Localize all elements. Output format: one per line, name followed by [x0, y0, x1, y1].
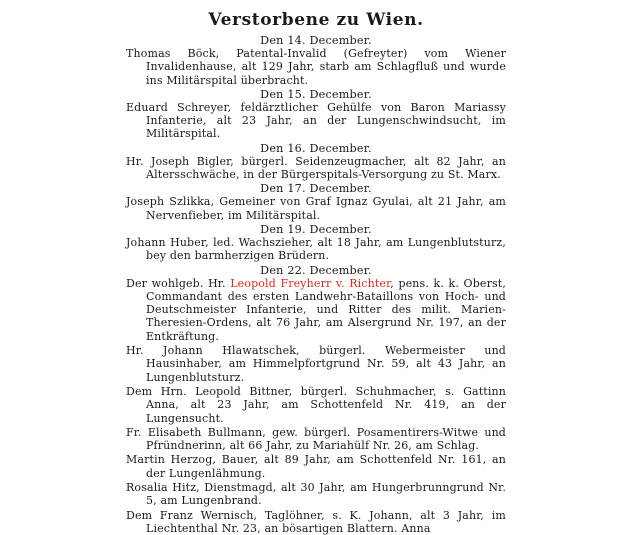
death-notice-entry-highlighted — [126, 277, 506, 343]
page-title: Verstorbene zu Wien. — [208, 10, 424, 30]
date-heading: Den 16. December. — [260, 141, 372, 155]
death-notice-entry: Hr. Joseph Bigler, bürgerl. Seidenzeugmacher, alt 82 Jahr, an Altersschwäche, in der Bürgerspitals-Versorgung zu St. Marx. — [126, 154, 506, 182]
death-notice-entry: Rosalia Hitz, Dienstmagd, alt 30 Jahr, am Hungerbrunngrund Nr. 5, am Lungenbrand. — [126, 481, 506, 508]
death-notice-entry: Joseph Szlikka, Gemeiner von Graf Ignaz Gyulai, alt 21 Jahr, am Nervenfieber, im Militärspital. — [126, 195, 506, 222]
entry-prefix: Der wohlgeb. Hr. — [126, 276, 231, 290]
death-notice-entry: Thomas Böck, Patental-Invalid (Gefreyter) vom Wiener Invalidenhause, alt 129 Jahr, starb am Schlagfluß und wurde ins Militärspital überbracht. — [126, 47, 506, 87]
death-notice-entry: Johann Huber, led. Wachszieher, alt 18 Jahr, am Lungenblutsturz, bey den barmherzigen Brüdern. — [126, 235, 506, 263]
date-heading: Den 22. December. — [260, 263, 372, 277]
death-notice-entry: Martin Herzog, Bauer, alt 89 Jahr, am Schottenfeld Nr. 161, an der Lungenlähmung. — [126, 453, 506, 480]
date-heading: Den 15. December. — [260, 87, 372, 101]
entry-rest: , pens. k. k. Oberst, Commandant des ersten Landwehr-Bataillons von Hoch- und Deutschmeister Infanterie, und Ritter des milit. Marien-Theresien-Ordens, alt 76 Jahr, am Alsergrund Nr. 197, an der Entkräftung. — [146, 276, 506, 343]
death-notice-entry: Dem Hrn. Leopold Bittner, bürgerl. Schuhmacher, s. Gattinn Anna, alt 23 Jahr, am Schottenfeld Nr. 419, an der Lungensucht. — [126, 384, 506, 425]
date-heading: Den 17. December. — [260, 182, 372, 196]
newspaper-column — [126, 8, 506, 535]
date-heading: Den 14. December. — [260, 34, 372, 47]
death-notice-entry: Hr. Johann Hlawatschek, bürgerl. Webermeister und Hausinhaber, am Himmelpfortgrund Nr. 59, alt 43 Jahr, an Lungenblutsturz. — [126, 344, 506, 384]
death-notice-entry: Fr. Elisabeth Bullmann, gew. bürgerl. Posamentirers-Witwe und Pfründnerinn, alt 66 Jahr, zu Mariahülf Nr. 26, am Schlag. — [126, 425, 506, 453]
date-heading: Den 19. December. — [260, 222, 372, 236]
death-notice-entry: Dem Franz Wernisch, Taglöhner, s. K. Johann, alt 3 Jahr, im Liechtenthal Nr. 23, an bösartigen Blattern. Anna — [126, 508, 506, 535]
death-notice-entry: Eduard Schreyer, feldärztlicher Gehülfe von Baron Mariassy Infanterie, alt 23 Jahr, an der Lungenschwindsucht, im Militärspital. — [126, 100, 506, 141]
highlighted-name: Leopold Freyherr v. Richter — [230, 276, 391, 290]
